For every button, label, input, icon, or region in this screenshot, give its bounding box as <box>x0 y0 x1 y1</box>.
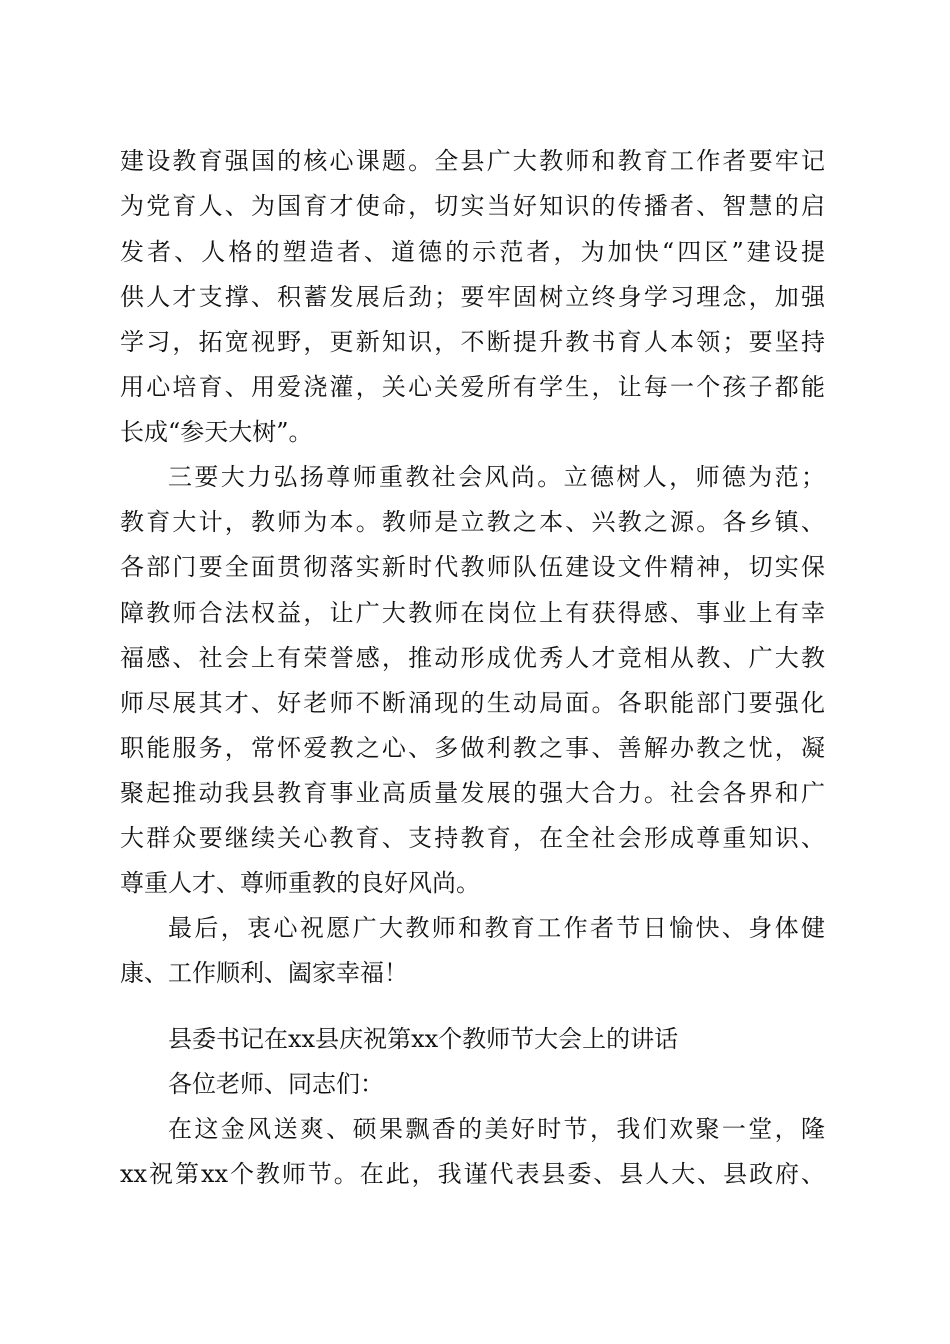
paragraph-start-line: 最后，衷心祝愿广大教师和教育工作者节日愉快、身体健 <box>168 914 825 942</box>
text-line: 为党育人、为国育才使命，切实当好知识的传播者、智慧的启 <box>120 192 825 220</box>
text-line: 康、工作顺利、阖家幸福！ <box>120 959 408 987</box>
salutation: 各位老师、同志们： <box>168 1070 384 1098</box>
text-line: 尊重人才、尊师重教的良好风尚。 <box>120 869 480 897</box>
paragraph-start-line: 三要大力弘扬尊师重教社会风尚。立德树人，师德为范； <box>168 463 825 491</box>
text-line: 供人才支撑、积蓄发展后劲；要牢固树立终身学习理念，加强 <box>120 283 825 311</box>
text-line: 师尽展其才、好老师不断涌现的生动局面。各职能部门要强化 <box>120 689 825 717</box>
text-line: 各部门要全面贯彻落实新时代教师队伍建设文件精神，切实保 <box>120 553 825 581</box>
text-line: 聚起推动我县教育事业高质量发展的强大合力。社会各界和广 <box>120 779 825 807</box>
text-line: 职能服务，常怀爱教之心、多做利教之事、善解办教之忧，凝 <box>120 734 825 762</box>
text-line: 建设教育强国的核心课题。全县广大教师和教育工作者要牢记 <box>120 147 825 175</box>
text-line: 发者、人格的塑造者、道德的示范者，为加快“四区”建设提 <box>120 238 825 266</box>
text-line: 教育大计，教师为本。教师是立教之本、兴教之源。各乡镇、 <box>120 508 825 536</box>
text-line: 福感、社会上有荣誉感，推动形成优秀人才竞相从教、广大教 <box>120 644 825 672</box>
speech-title: 县委书记在xx县庆祝第xx个教师节大会上的讲话 <box>168 1025 679 1053</box>
text-line: xx祝第xx个教师节。在此，我谨代表县委、县人大、县政府、 <box>120 1160 825 1188</box>
text-line: 学习，拓宽视野，更新知识，不断提升教书育人本领；要坚持 <box>120 328 825 356</box>
text-line: 障教师合法权益，让广大教师在岗位上有获得感、事业上有幸 <box>120 599 825 627</box>
text-line: 用心培育、用爱浇灌，关心关爱所有学生，让每一个孩子都能 <box>120 373 825 401</box>
text-line: 大群众要继续关心教育、支持教育，在全社会形成尊重知识、 <box>120 824 825 852</box>
text-line: 长成“参天大树”。 <box>120 418 313 446</box>
paragraph-start-line: 在这金风送爽、硕果飘香的美好时节，我们欢聚一堂，隆 <box>168 1115 825 1143</box>
